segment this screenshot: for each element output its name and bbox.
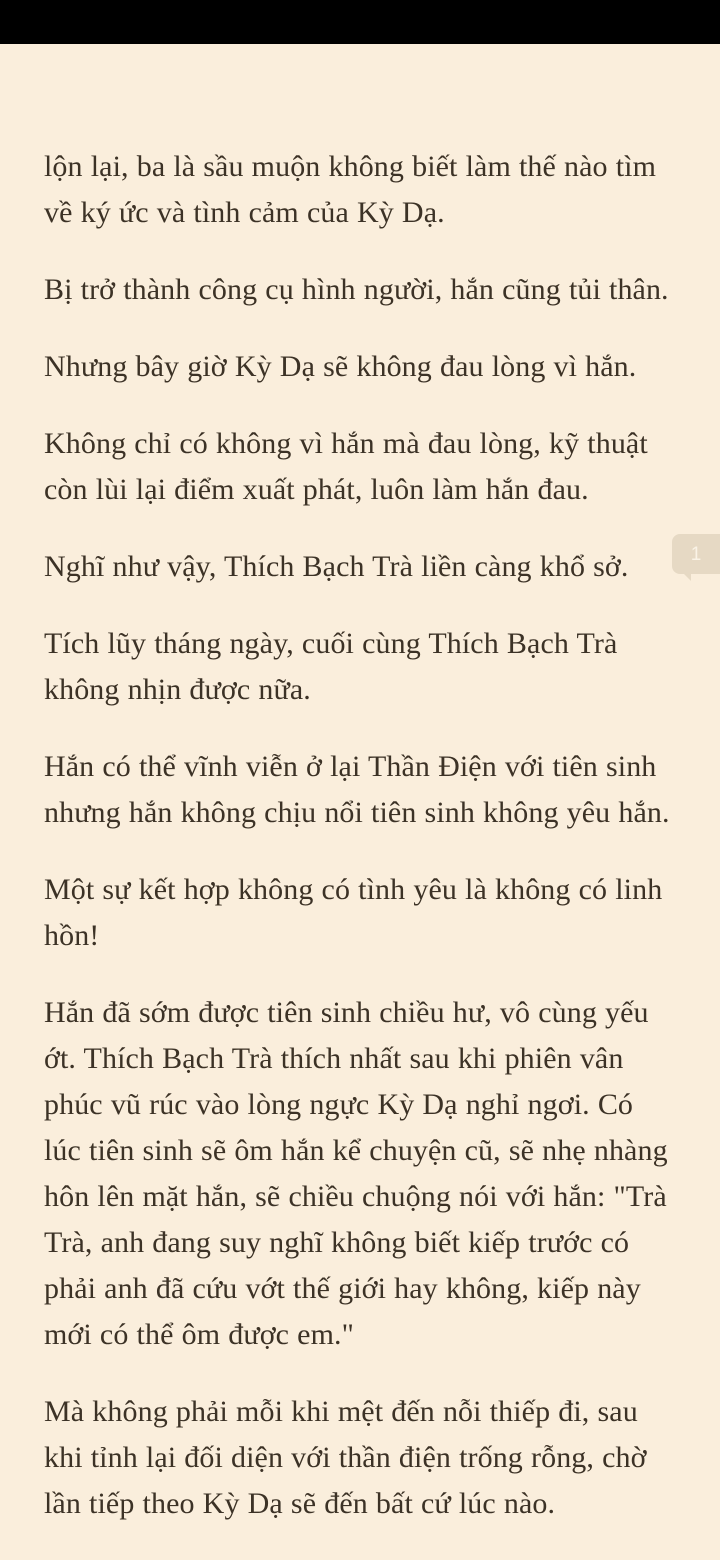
reader-page[interactable] (0, 44, 720, 1560)
paragraph: Một sự kết hợp không có tình yêu là không có linh hồn! (44, 873, 663, 952)
paragraph: Hắn đã sớm được tiên sinh chiều hư, vô cùng yếu ớt. Thích Bạch Trà thích nhất sau khi phiên vân phúc vũ rúc vào lòng ngực Kỳ Dạ nghỉ ngơi. Có lúc tiên sinh sẽ ôm hắn kể chuyện cũ, sẽ nhẹ nhàng hôn lên mặt hắn, sẽ chiều chuộng nói với hắn: "Trà Trà, anh đang suy nghĩ không biết kiếp trước có phải anh đã cứu vớt thế giới hay không, kiếp này mới có thể ôm được em." (44, 996, 668, 1351)
comment-bubble-tail (682, 572, 691, 581)
comment-bubble-icon[interactable] (672, 534, 720, 574)
paragraph: Mà không phải mỗi khi mệt đến nỗi thiếp đi, sau khi tỉnh lại đối diện với thần điện trống rỗng, chờ lần tiếp theo Kỳ Dạ sẽ đến bất cứ lúc nào. (44, 1395, 647, 1520)
comment-count: 1 (690, 543, 702, 565)
paragraph: Nghĩ như vậy, Thích Bạch Trà liền càng khổ sở. (44, 550, 629, 583)
paragraph: Tích lũy tháng ngày, cuối cùng Thích Bạch Trà không nhịn được nữa. (44, 627, 618, 706)
status-bar (0, 0, 720, 44)
paragraph: lộn lại, ba là sầu muộn không biết làm thế nào tìm về ký ức và tình cảm của Kỳ Dạ. (44, 150, 657, 229)
paragraph: Bị trở thành công cụ hình người, hắn cũng tủi thân. (44, 273, 669, 306)
paragraph: Không chỉ có không vì hắn mà đau lòng, kỹ thuật còn lùi lại điểm xuất phát, luôn làm hắn đau. (44, 427, 648, 506)
paragraph: Nhưng bây giờ Kỳ Dạ sẽ không đau lòng vì hắn. (44, 350, 637, 383)
paragraph: Hắn có thể vĩnh viễn ở lại Thần Điện với tiên sinh nhưng hắn không chịu nổi tiên sinh không yêu hắn. (44, 750, 670, 829)
